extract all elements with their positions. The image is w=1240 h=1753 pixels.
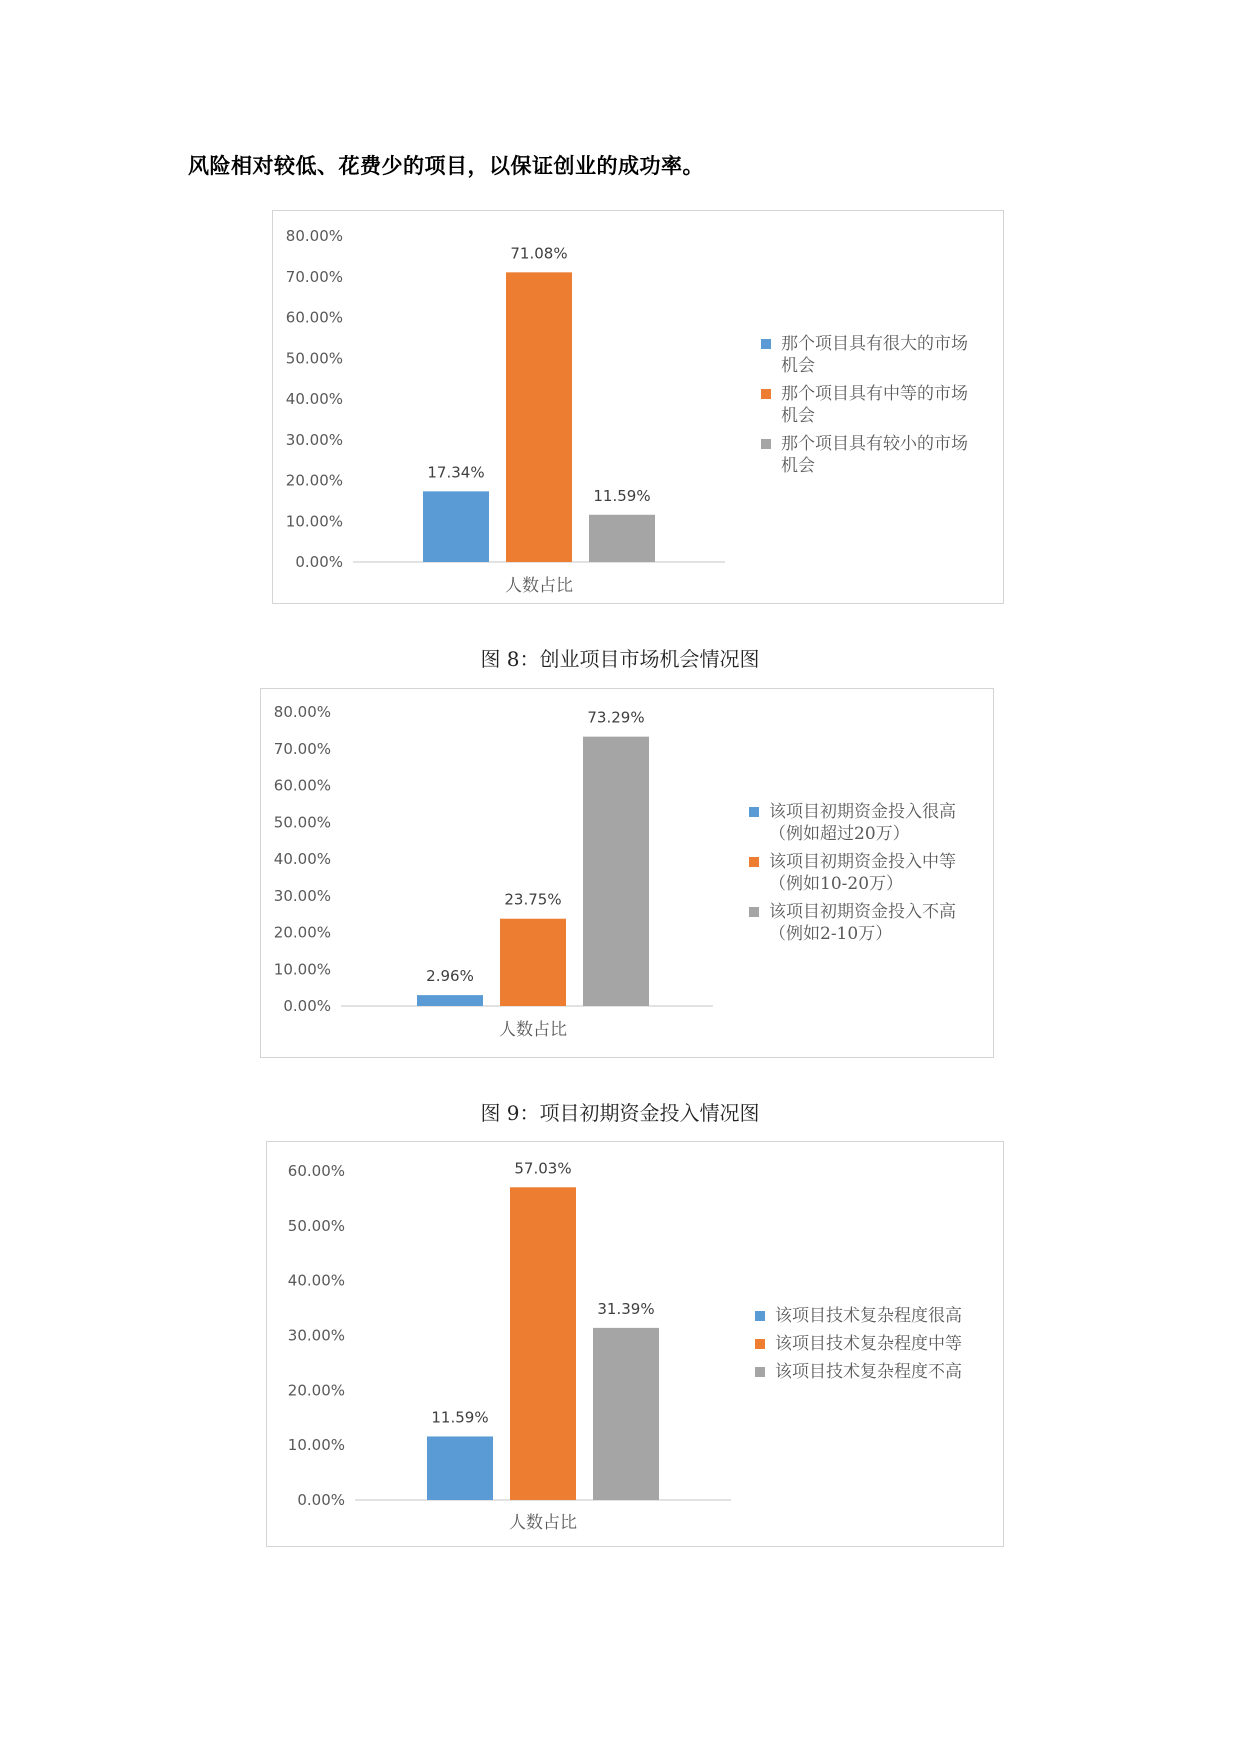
legend-swatch	[761, 439, 771, 449]
data-label: 23.75%	[504, 890, 562, 909]
y-tick-label: 60.00%	[287, 1162, 345, 1180]
legend-swatch	[749, 907, 759, 917]
y-tick-label: 60.00%	[285, 308, 343, 327]
legend-swatch	[749, 807, 759, 817]
legend-label: 该项目技术复杂程度不高	[775, 1362, 962, 1382]
bar	[589, 515, 655, 562]
y-tick-label: 40.00%	[287, 1271, 345, 1290]
chart-market-opportunity	[272, 210, 1004, 604]
y-tick-label: 10.00%	[287, 1436, 345, 1455]
chart-initial-capital	[260, 688, 994, 1058]
intro-text: 风险相对较低、花费少的项目，以保证创业的成功率。	[188, 154, 704, 178]
legend-label: 该项目初期资金投入很高 （例如超过20万）	[769, 802, 956, 844]
y-tick-label: 10.00%	[273, 960, 331, 979]
data-label: 71.08%	[510, 244, 568, 263]
data-label: 57.03%	[514, 1159, 572, 1178]
legend-swatch	[761, 389, 771, 399]
legend-swatch	[755, 1311, 765, 1321]
data-label: 17.34%	[427, 463, 485, 482]
bar	[583, 737, 649, 1006]
y-tick-label: 30.00%	[273, 886, 331, 905]
data-label: 2.96%	[426, 967, 474, 986]
y-tick-label: 70.00%	[285, 267, 343, 286]
legend-item	[749, 801, 956, 845]
legend-item	[761, 333, 968, 377]
legend-label: 该项目技术复杂程度很高	[775, 1306, 962, 1326]
legend-swatch	[749, 857, 759, 867]
chart-legend	[755, 1305, 962, 1389]
legend-item	[749, 851, 956, 895]
y-tick-label: 30.00%	[285, 430, 343, 449]
bar	[506, 272, 572, 562]
x-category-label: 人数占比	[505, 576, 573, 596]
x-category-label: 人数占比	[499, 1020, 567, 1040]
legend-item	[749, 901, 956, 945]
legend-swatch	[755, 1367, 765, 1377]
legend-label: 该项目初期资金投入不高 （例如2-10万）	[769, 902, 956, 944]
legend-label: 该项目初期资金投入中等 （例如10-20万）	[769, 852, 956, 894]
legend-item	[761, 383, 968, 427]
bar	[423, 491, 489, 562]
legend-label: 该项目技术复杂程度中等	[775, 1334, 962, 1354]
bar	[510, 1187, 576, 1500]
bar	[417, 995, 483, 1006]
y-tick-label: 0.00%	[295, 553, 343, 571]
x-category-label: 人数占比	[509, 1513, 577, 1533]
legend-swatch	[755, 1339, 765, 1349]
y-tick-label: 40.00%	[273, 850, 331, 868]
y-tick-label: 40.00%	[285, 390, 343, 408]
y-tick-label: 30.00%	[287, 1326, 345, 1345]
legend-label: 那个项目具有很大的市场 机会	[781, 334, 968, 376]
figure-caption: 图 9：项目初期资金投入情况图	[480, 1101, 760, 1125]
legend-item	[755, 1361, 962, 1383]
y-tick-label: 50.00%	[273, 813, 331, 832]
bar	[593, 1328, 659, 1500]
data-label: 11.59%	[431, 1408, 489, 1427]
figure-caption: 图 8：创业项目市场机会情况图	[480, 647, 760, 671]
y-tick-label: 80.00%	[285, 227, 343, 245]
y-tick-label: 20.00%	[287, 1381, 345, 1400]
bar	[500, 919, 566, 1006]
y-tick-label: 50.00%	[285, 349, 343, 368]
bar	[427, 1436, 493, 1500]
y-tick-label: 50.00%	[287, 1216, 345, 1235]
data-label: 73.29%	[587, 708, 645, 727]
y-tick-label: 20.00%	[273, 923, 331, 942]
chart-legend	[749, 801, 956, 951]
y-tick-label: 60.00%	[273, 776, 331, 795]
y-tick-label: 0.00%	[297, 1491, 345, 1509]
legend-item	[755, 1333, 962, 1355]
legend-item	[755, 1305, 962, 1327]
legend-item	[761, 433, 968, 477]
y-tick-label: 20.00%	[285, 471, 343, 490]
y-tick-label: 80.00%	[273, 703, 331, 721]
data-label: 11.59%	[593, 486, 651, 505]
y-tick-label: 10.00%	[285, 512, 343, 531]
chart-legend	[761, 333, 968, 483]
chart-tech-complexity	[266, 1141, 1004, 1547]
data-label: 31.39%	[597, 1299, 655, 1318]
y-tick-label: 0.00%	[283, 997, 331, 1015]
legend-label: 那个项目具有中等的市场 机会	[781, 384, 968, 426]
legend-swatch	[761, 339, 771, 349]
y-tick-label: 70.00%	[273, 739, 331, 758]
legend-label: 那个项目具有较小的市场 机会	[781, 434, 968, 476]
